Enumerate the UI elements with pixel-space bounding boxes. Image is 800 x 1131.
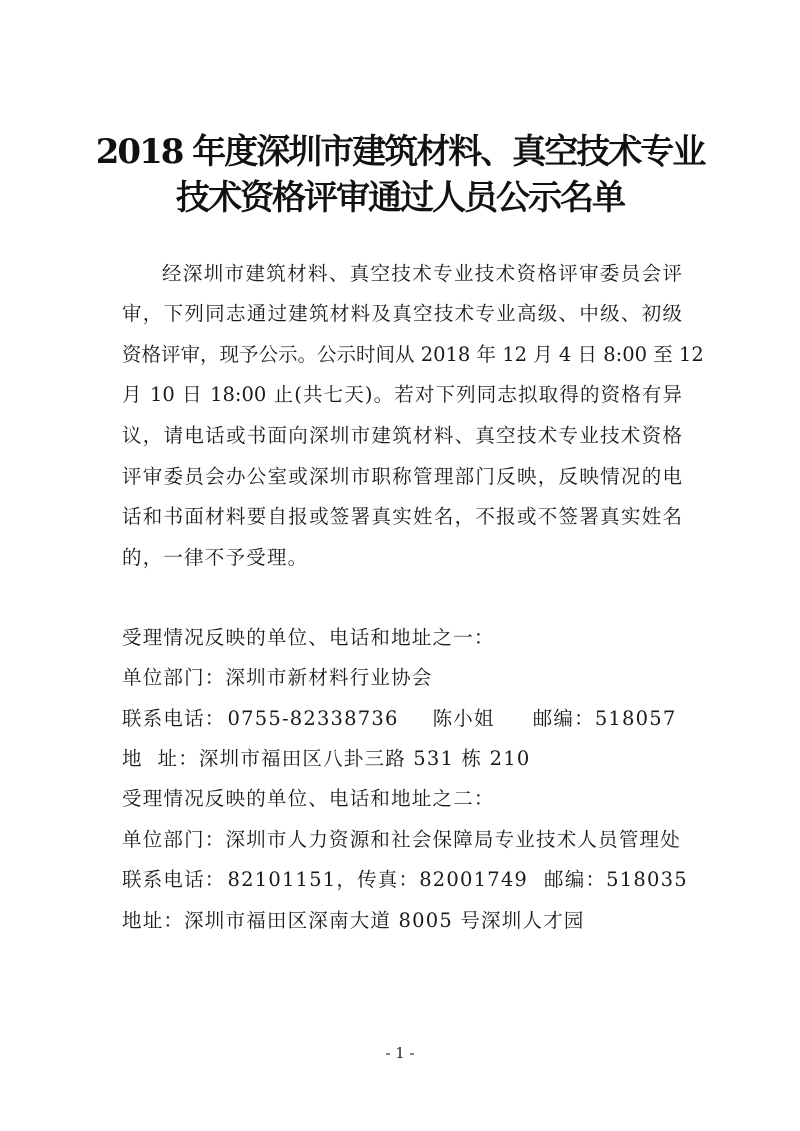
contact-2-unit-value: 深圳市人力资源和社会保障局专业技术人员管理处 [225,828,681,851]
contact-1-address-value: 深圳市福田区八卦三路 531 栋 210 [198,747,531,770]
contact-2-phone-value: 82101151， [227,868,358,891]
contact-1-unit-value: 深圳市新材料行业协会 [225,666,433,689]
body-line: 的，一律不予受理。 [122,546,309,569]
contact-1-unit-row [122,662,433,690]
contact-2-postcode-value: 518035 [606,868,688,891]
document-title-line-1: 2018 年度深圳市建筑材料、真空技术专业 [95,132,705,172]
contact-1-unit-label: 单位部门： [122,666,226,689]
page-number: - 1 - [385,1044,415,1062]
contact-1-phone-value: 0755-82338736 [227,707,399,730]
contact-1-address-row [122,743,530,771]
contact-1-address-label: 地 址： [122,747,199,770]
contact-2-postcode-label: 邮编： [544,868,607,891]
body-line: 审，下列同志通过建筑材料及真空技术专业高级、中级、初级 [122,302,682,325]
body-line: 评审委员会办公室或深圳市职称管理部门反映，反映情况的电 [122,465,682,488]
contact-1-person: 陈小姐 [432,707,495,730]
body-line: 资格评审，现予公示。公示时间从 2018 年 12 月 4 日 8:00 至 12 [122,343,704,366]
contact-1-phone-row [122,703,676,731]
contact-1-phone-label: 联系电话： [122,707,226,730]
contact-2-heading: 受理情况反映的单位、电话和地址之二： [122,787,495,810]
contact-2-unit-row [122,824,681,852]
body-line: 经深圳市建筑材料、真空技术专业技术资格评审委员会评 [162,262,682,285]
contact-1-heading: 受理情况反映的单位、电话和地址之一： [122,626,495,649]
contact-2-phone-label: 联系电话： [122,868,226,891]
contact-1-postcode-label: 邮编： [532,707,595,730]
body-line: 议，请电话或书面向深圳市建筑材料、真空技术专业技术资格 [122,424,682,447]
body-line: 月 10 日 18:00 止(共七天)。若对下列同志拟取得的资格有异 [122,383,682,406]
contact-2-address-row [122,905,585,933]
contact-2-phone-row [122,864,688,892]
contact-1-postcode-value: 518057 [594,707,677,730]
contact-2-address-value: 深圳市福田区深南大道 8005 号深圳人才园 [184,909,585,932]
contact-2-address-label: 地址： [122,909,185,932]
contact-2-fax-label: 传真： [357,868,420,891]
contact-2-unit-label: 单位部门： [122,828,226,851]
contact-2-fax-value: 82001749 [419,868,529,891]
document-title-line-2: 技术资格评审通过人员公示名单 [176,178,624,218]
body-line: 话和书面材料要自报或签署真实姓名，不报或不签署真实姓名 [122,505,682,528]
